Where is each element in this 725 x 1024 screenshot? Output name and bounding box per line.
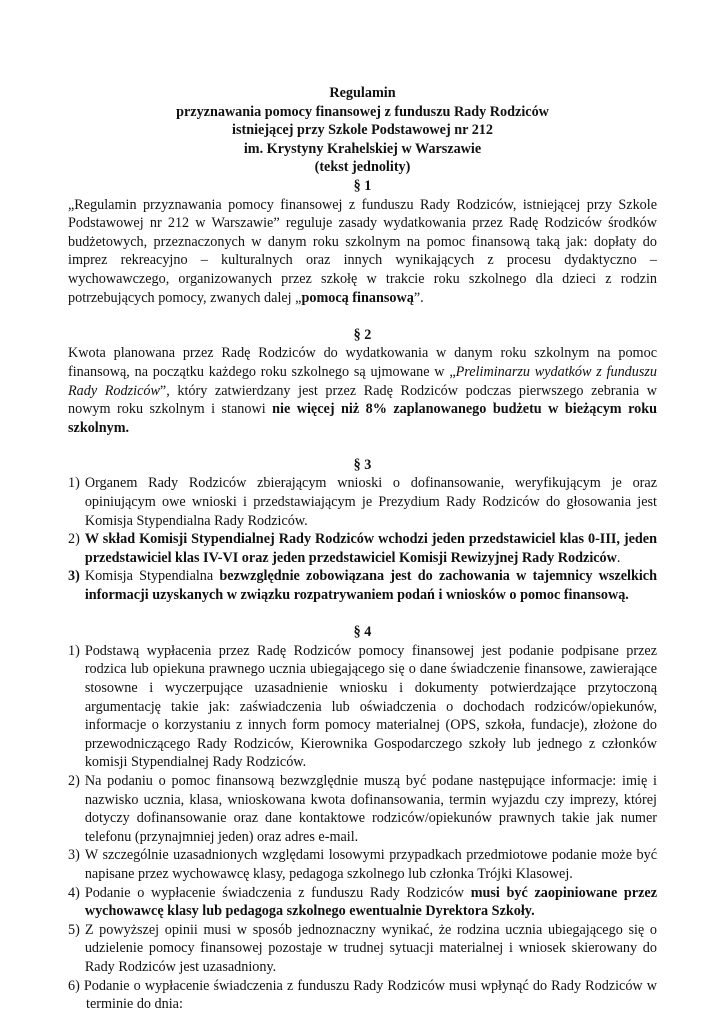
- list-item: [68, 884, 657, 921]
- section-heading-1: § 1: [353, 177, 372, 194]
- list-item: [68, 772, 657, 846]
- s1-end: ”.: [413, 289, 424, 306]
- list-item: [68, 567, 657, 604]
- item-text: Z powyższej opinii musi w sposób jednoznaczny wynikać, że rodzina ucznia ubiegającego się o udzielenie pomocy finansowej pozostaje w trudnej sytuacji materialnej i wniosek skierowany do Rady Rodziców jest uzasadniony.: [84, 921, 657, 975]
- item-text: [85, 567, 657, 604]
- title-line: im. Krystyny Krahelskiej w Warszawie: [243, 140, 482, 157]
- s1-text: „Regulamin przyznawania pomocy finansowej z funduszu Rady Rodziców, istniejącej przy Szkole Podstawowej nr 212 w Warszawie” reguluje zasady wydatkowania przez Radę Rodziców środków budżetowych, przeznaczonych w danym roku szkolnym na pomoc finansową taką jak: dopłaty do imprez rekreacyjno – kulturalnych oraz innych wynikających z procesu dydaktyczno – wychowawczego, organizowanych przez szkołę w trakcie roku szkolnego dla dzieci z rodzin potrzebujących pomocy, zwanych dalej „: [68, 196, 657, 306]
- item-end: .: [616, 549, 621, 566]
- list-item: [68, 530, 657, 567]
- section-heading-2: § 2: [353, 326, 372, 343]
- item-text: W szczególnie uzasadnionych względami losowymi przypadkach przedmiotowe podanie może być napisane przez wychowawcę klasy, pedagoga szkolnego lub członka Trójki Klasowej.: [84, 847, 657, 882]
- item-number: 5): [68, 921, 80, 938]
- s1-bold: pomocą finansową: [301, 289, 414, 306]
- section-heading-4: § 4: [353, 624, 372, 641]
- item-number: 2): [68, 531, 80, 548]
- item-bold: bezwzględnie zobowiązana jest do zachowania w tajemnicy wszelkich informacji uzyskanych w związku rozpatrywaniem podań i wniosków o pomoc finansową.: [84, 568, 657, 604]
- document-title: [68, 84, 657, 177]
- list-item: 6) Podanie o wypłacenie świadczenia z funduszu Rady Rodziców musi wpłynąć do Rady Rodziców w terminie do dnia:: [68, 977, 657, 1013]
- s2-text-b: ”, który zatwierdzany jest przez Radę Rodziców podczas pierwszego zebrania w nowym roku szkolnym i stanowi: [68, 382, 657, 418]
- item-number: 4): [68, 884, 80, 901]
- item-text: Organem Rady Rodziców zbierającym wnioski o dofinansowanie, weryfikującym je oraz opiniującym owe wnioski i przedstawiającym je Prezydium Rady Rodziców do głosowania jest Komisja Stypendialna Rady Rodziców.: [84, 475, 657, 529]
- list-item: [68, 921, 657, 977]
- regulation-document: [68, 84, 657, 1014]
- section-1-paragraph: [68, 196, 657, 308]
- item-number: 1): [68, 642, 80, 659]
- item-bold: W skład Komisji Stypendialnej Rady Rodziców wchodzi jeden przedstawiciel klas 0-III, jeden przedstawiciel klas IV-VI oraz jeden przedstawiciel Komisji Rewizyjnej Rady Rodziców: [84, 531, 657, 566]
- s2-italic: Preliminarzu wydatków z funduszu Rady Rodziców: [68, 363, 657, 399]
- item-text-a: Komisja Stypendialna: [84, 568, 220, 585]
- list-item: [68, 474, 657, 530]
- section-2-paragraph: [68, 344, 657, 437]
- title-line: przyznawania pomocy finansowej z funduszu Rady Rodziców: [176, 103, 549, 120]
- title-line: (tekst jednolity): [314, 159, 411, 176]
- list-item: [68, 846, 657, 883]
- item-text: [85, 884, 657, 921]
- s2-bold: nie więcej niż 8% zaplanowanego budżetu w bieżącym roku szkolnym.: [68, 401, 657, 436]
- item-number: 3): [68, 568, 80, 585]
- item-text-a: Podanie o wypłacenie świadczenia z funduszu Rady Rodziców: [84, 884, 471, 901]
- s2-text-a: Kwota planowana przez Radę Rodziców do wydatkowania w danym roku szkolnym na pomoc finansową, na początku każdego roku szkolnego są ujmowane w „: [68, 345, 657, 380]
- section-heading-3: § 3: [353, 456, 372, 473]
- list-item: [68, 642, 657, 772]
- item-number: 3): [68, 847, 80, 864]
- item-text: [85, 530, 657, 567]
- item-bold: musi być zaopiniowane przez wychowawcę klasy lub pedagoga szkolnego ewentualnie Dyrektora Szkoły.: [84, 884, 657, 920]
- item-number: 2): [68, 772, 80, 789]
- item-number: 1): [68, 475, 80, 492]
- item-text: Podstawą wypłacenia przez Radę Rodziców pomocy finansowej jest podanie podpisane przez rodzica lub opiekuna prawnego ucznia ubiegającego się o dane świadczenie finansowe, zawierające stosowne i wyczerpujące uzasadnienie wniosku i dokumenty potwierdzające przytoczoną argumentację takie jak: zaświadczenia lub oświadczenia o dochodach rodziców/opiekunów, informacje o korzystaniu z innych form pomocy materialnej (OPS, szkoła, fundacje), złożone do przewodniczącego Rady Rodziców, Kierownika Gospodarczego szkoły lub jednego z członków komisji Stypendialnej Rady Rodziców.: [84, 642, 657, 771]
- title-line: istniejącej przy Szkole Podstawowej nr 212: [232, 122, 493, 139]
- item-text: Na podaniu o pomoc finansową bezwzględnie muszą być podane następujące informacje: imię i nazwisko ucznia, klasa, wnioskowana kwota dofinansowania, termin wyjazdu czy imprezy, której dotyczy dofinansowanie oraz dane kontaktowe rodziców/opiekunów prawnych takie jak numer telefonu (przynajmniej jeden) oraz adres e-mail.: [84, 772, 657, 845]
- title-line: Regulamin: [329, 85, 396, 101]
